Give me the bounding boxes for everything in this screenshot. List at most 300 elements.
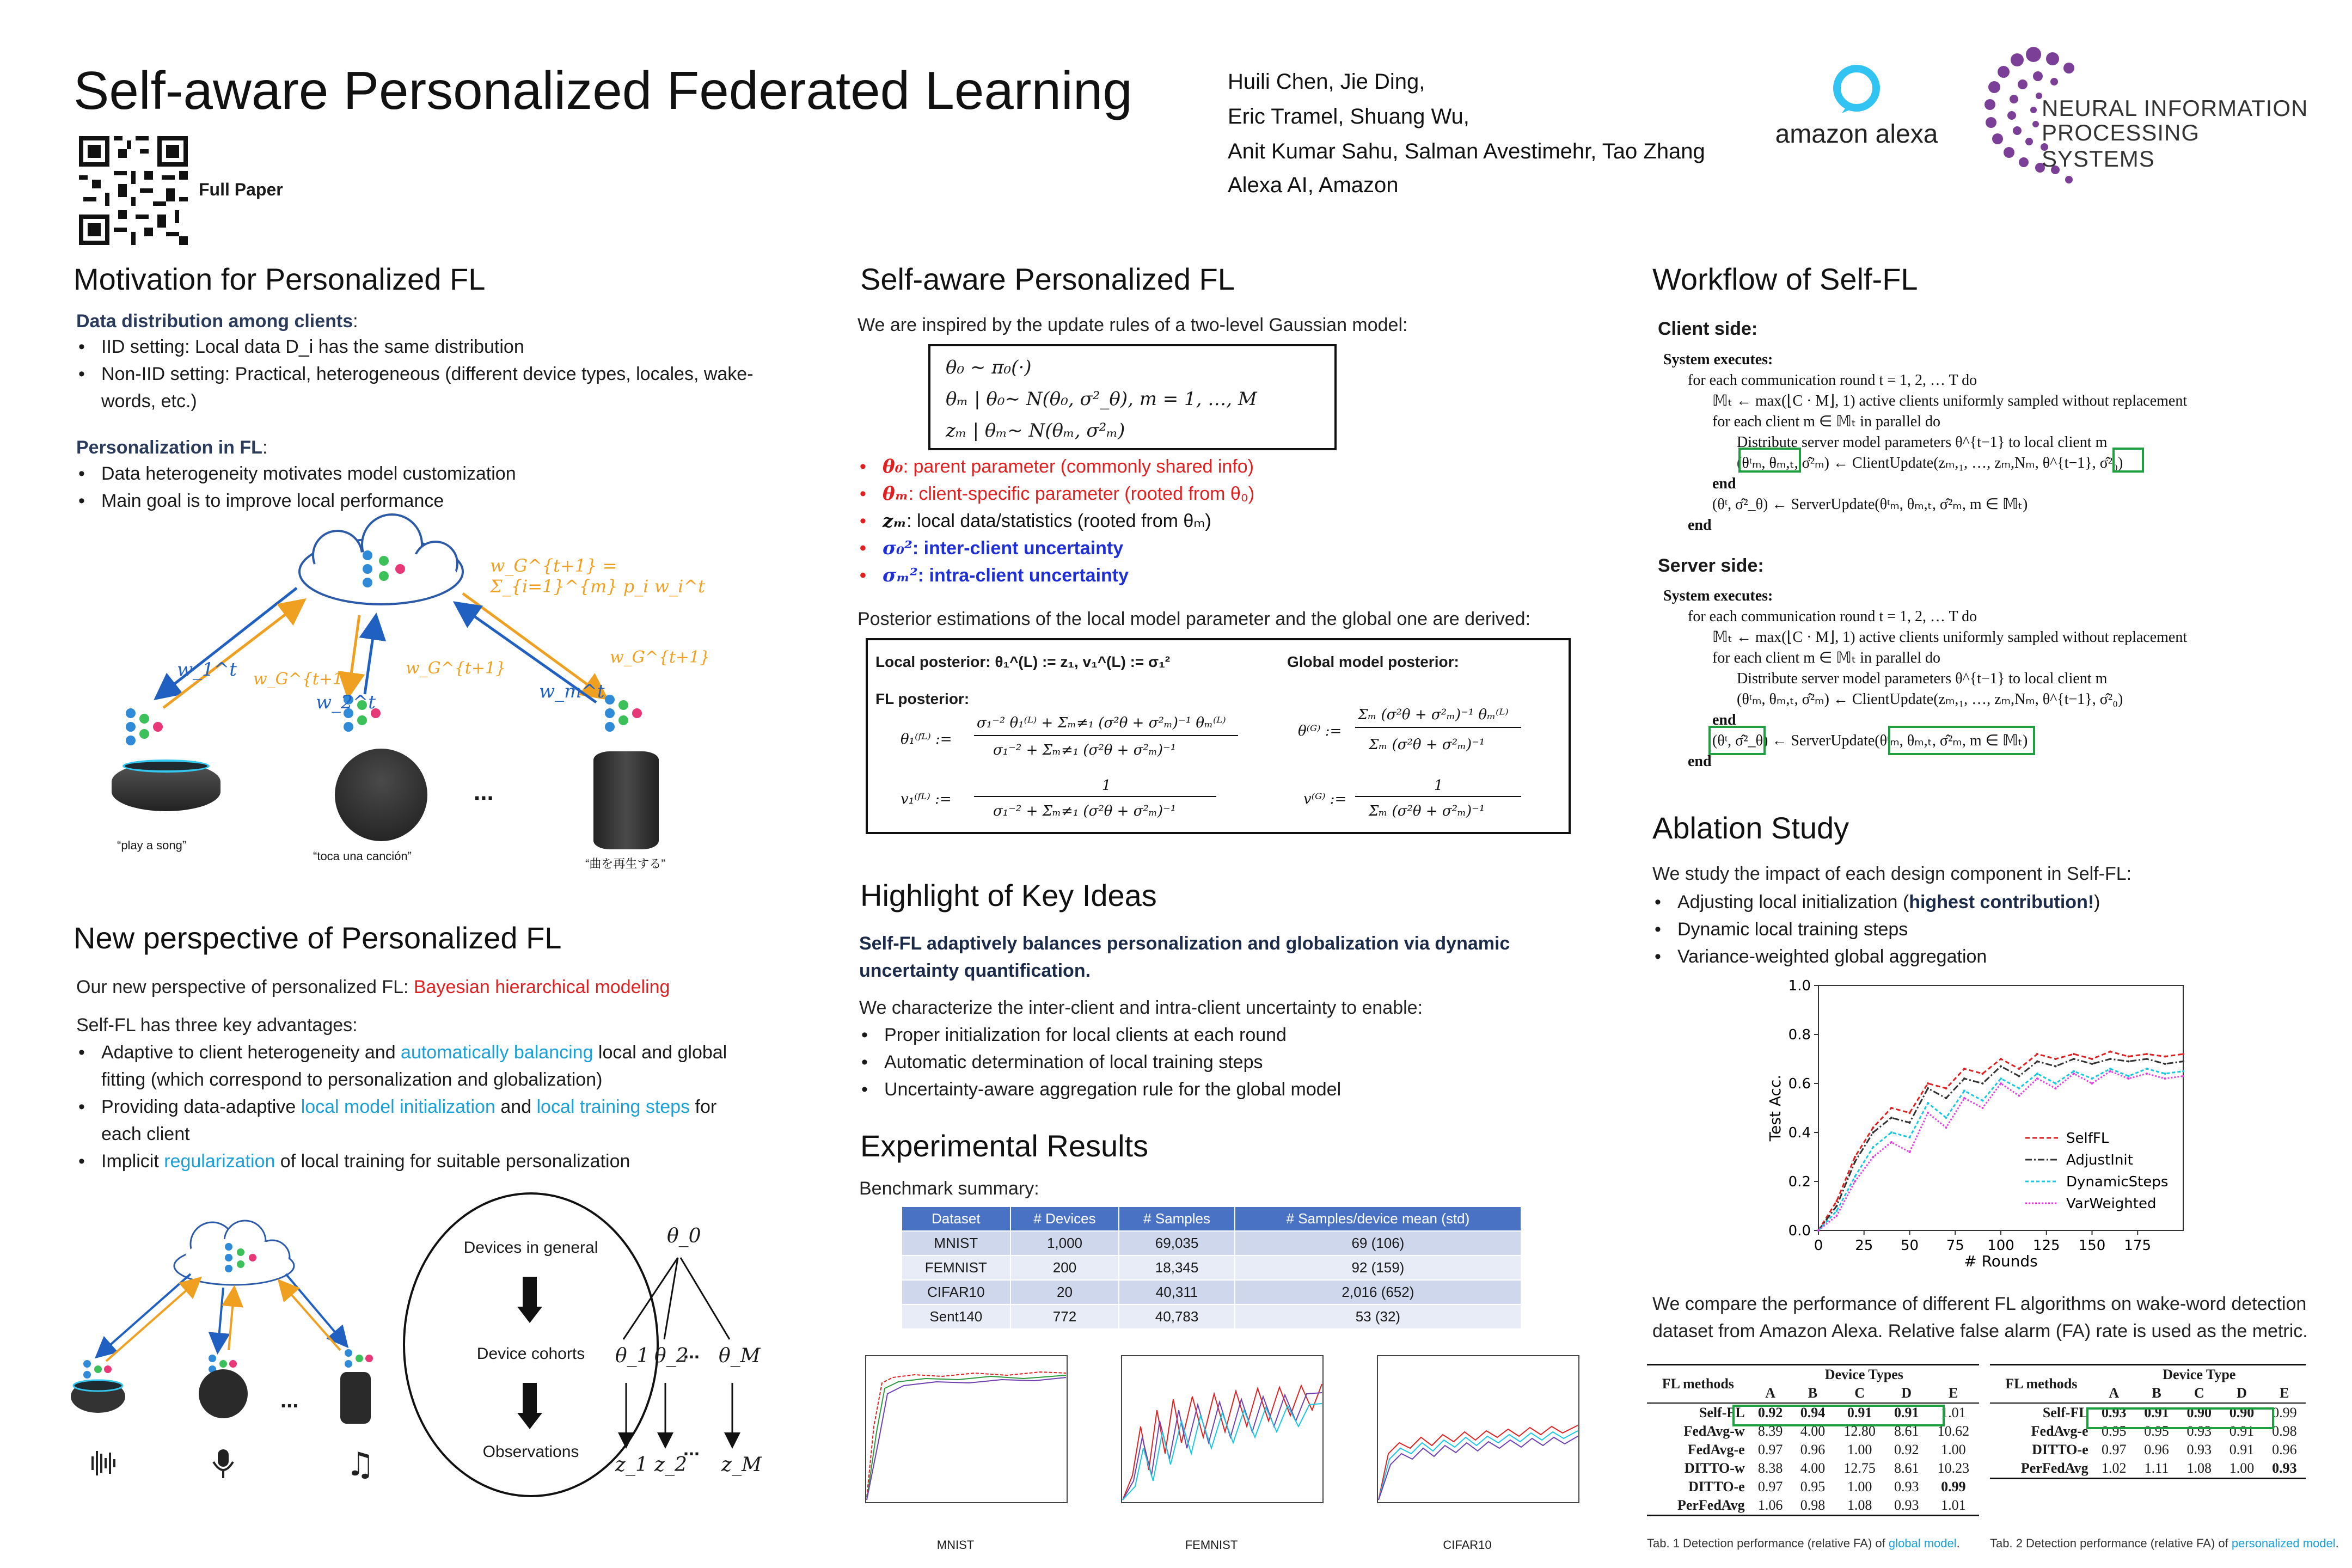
caption-3: “曲を再生する” xyxy=(585,857,665,871)
highlight-box xyxy=(2086,1407,2274,1429)
algo-line: end xyxy=(1712,712,1736,728)
algo-line: 𝕄ₜ ← max(⌊C · M⌋, 1) active clients uniformly sampled without replacement xyxy=(1712,393,2188,409)
waveform-icon xyxy=(93,1451,114,1475)
list-item: • Non-IID setting: Practical, heterogeneous (different device types, locales, wake-words, etc.) xyxy=(76,360,762,415)
list-item xyxy=(857,453,1565,480)
ablation-chart xyxy=(1759,975,2194,1279)
echo-sphere-icon xyxy=(199,1369,248,1418)
data-point xyxy=(2146,1058,2148,1060)
value-cell: 12.80 xyxy=(1843,1423,1876,1439)
text-span: : client-specific parameter (rooted from θ₀) xyxy=(908,483,1255,504)
text-span: . xyxy=(2335,1536,2339,1550)
data-point xyxy=(2146,1053,2148,1055)
chart-caption: CIFAR10 xyxy=(1443,1538,1492,1552)
echo-cylinder-device xyxy=(593,751,659,849)
col-head: D xyxy=(2237,1385,2247,1401)
model-line: θ₀ ∼ π₀(·) xyxy=(946,357,1032,378)
data-point xyxy=(1982,1107,1984,1109)
col-head: D xyxy=(1901,1385,1912,1401)
data-point xyxy=(1890,1141,1892,1143)
legend-label: AdjustInit xyxy=(2066,1152,2133,1168)
text-span: for each client xyxy=(101,1097,717,1144)
algo-line: for each communication round t = 1, 2, … T do xyxy=(1688,372,1977,389)
value-cell: 0.93 xyxy=(1894,1497,1919,1513)
sym: θ₀ xyxy=(883,456,903,477)
table-header: # Samples/device mean (std) xyxy=(1235,1206,1521,1231)
col-head: E xyxy=(1949,1385,1958,1401)
value-cell: 0.97 xyxy=(1757,1479,1783,1494)
experiments-title: Experimental Results xyxy=(860,1129,1149,1163)
col-head: A xyxy=(2109,1385,2120,1401)
data-point xyxy=(2055,1058,2057,1060)
method-cell: DITTO-e xyxy=(1688,1479,1745,1494)
svg-text:σ₁⁻² + Σₘ≠₁ (σ²θ + σ²ₘ)⁻¹: σ₁⁻² + Σₘ≠₁ (σ²θ + σ²ₘ)⁻¹ xyxy=(993,803,1177,819)
svg-text:σ₁⁻² + Σₘ≠₁ (σ²θ + σ²ₘ)⁻¹: σ₁⁻² + Σₘ≠₁ (σ²θ + σ²ₘ)⁻¹ xyxy=(993,742,1177,758)
highlight-box xyxy=(1888,726,2035,755)
data-point xyxy=(1927,1112,1929,1114)
label-w1: w_1^t xyxy=(177,659,237,681)
caption-1: “play a song” xyxy=(117,838,187,852)
cloud-icon xyxy=(299,514,463,604)
value-cell: 0.98 xyxy=(2272,1423,2297,1439)
text-span: ) xyxy=(2094,892,2100,912)
perspective-intro xyxy=(76,973,784,1001)
value-cell: 8.61 xyxy=(1894,1460,1919,1476)
perspective-title: New perspective of Personalized FL xyxy=(74,921,562,955)
data-point xyxy=(2164,1073,2166,1075)
value-cell: 1.01 xyxy=(1941,1405,1966,1420)
x-tick-label: 100 xyxy=(1987,1238,2014,1254)
data-point xyxy=(1890,1131,1892,1134)
compare-text: We compare the performance of different FL algorithms on wake-word detection dataset from Amazon Alexa. Relative false alarm (FA) rate is used as the metric. xyxy=(1652,1294,2308,1342)
value-cell: 4.00 xyxy=(1800,1423,1826,1439)
value-cell: 0.94 xyxy=(1800,1405,1826,1420)
value-cell: 10.62 xyxy=(1937,1423,1970,1439)
list-item: • Uncertainty-aware aggregation rule for the global model xyxy=(859,1076,1567,1103)
data-point xyxy=(2128,1061,2130,1063)
value-cell: 8.38 xyxy=(1757,1460,1783,1476)
data-point xyxy=(2182,1075,2184,1077)
table-row xyxy=(1990,1459,2306,1479)
algo-line: System executes: xyxy=(1663,351,1773,368)
data-point xyxy=(2073,1058,2075,1060)
label-wg3: w_G^{t+1} xyxy=(610,648,710,667)
value-cell: 12.75 xyxy=(1843,1460,1876,1476)
cell: 69,035 xyxy=(1119,1231,1234,1255)
highlight-box xyxy=(1738,448,1801,473)
svg-text:θ⁽ᴳ⁾ :=: θ⁽ᴳ⁾ := xyxy=(1298,723,1342,739)
data-point xyxy=(2128,1056,2130,1058)
data-point xyxy=(1872,1156,1875,1158)
legend-label: SelfFL xyxy=(2066,1130,2109,1147)
data-point xyxy=(2164,1077,2166,1080)
text-span: . xyxy=(1956,1536,1960,1550)
data-point xyxy=(2182,1061,2184,1063)
personalization-list xyxy=(76,460,762,514)
data-point xyxy=(1836,1210,1838,1212)
data-point xyxy=(1890,1117,1892,1119)
ablation-intro: We study the impact of each design component in Self-FL: xyxy=(1652,863,2132,884)
data-point xyxy=(1982,1082,1984,1085)
cell: 772 xyxy=(1010,1304,1119,1329)
data-point xyxy=(1909,1151,1911,1153)
algo-line: (θᵗₘ, θₘ,ₜ, σ̂²ₘ) ← ClientUpdate(zₘ,₁, …, zₘ,Nₘ, θ^{t−1}, σ̂²₀) xyxy=(1737,455,2123,471)
svg-text:Σₘ (σ²θ + σ²ₘ)⁻¹: Σₘ (σ²θ + σ²ₘ)⁻¹ xyxy=(1369,803,1485,819)
algo-line: end xyxy=(1688,517,1712,534)
echo-cylinder-icon xyxy=(340,1372,371,1424)
echo-sphere-device xyxy=(335,749,427,841)
bench-label: Benchmark summary: xyxy=(859,1178,1039,1199)
data-dist-heading: Data distribution among clients: xyxy=(76,311,358,332)
text-span: and xyxy=(495,1097,537,1117)
value-cell: 0.96 xyxy=(1800,1442,1826,1457)
text-span: : inter-client uncertainty xyxy=(912,538,1124,559)
cell: FEMNIST xyxy=(902,1255,1010,1280)
y-tick-label: 0.2 xyxy=(1788,1174,1811,1190)
text-span: Providing data-adaptive xyxy=(101,1097,301,1117)
global-posterior-label: Global model posterior: xyxy=(1287,653,1459,670)
col-head: B xyxy=(1808,1385,1818,1401)
text-span: : parent parameter (commonly shared info) xyxy=(903,456,1254,477)
table-header: # Samples xyxy=(1119,1206,1234,1231)
data-point xyxy=(1909,1122,1911,1124)
mini-chart-cifar10 xyxy=(1345,1345,1590,1557)
value-cell: 0.93 xyxy=(2101,1405,2127,1420)
data-point xyxy=(2128,1075,2130,1077)
benchmark-table xyxy=(901,1206,1522,1330)
data-point xyxy=(2182,1053,2184,1055)
list-item: • Data heterogeneity motivates model customization xyxy=(76,460,762,487)
data-point xyxy=(2018,1087,2020,1089)
data-point xyxy=(2000,1058,2002,1060)
text-span: local model initialization xyxy=(301,1097,495,1117)
data-point xyxy=(2036,1077,2038,1080)
value-cell: 1.00 xyxy=(1847,1479,1872,1494)
tree-dots: ... xyxy=(683,1340,700,1363)
text-span: of local training for suitable personalization xyxy=(275,1151,630,1172)
text-span: Adjusting local initialization ( xyxy=(1677,892,1909,912)
list-item: • Automatic determination of local training steps xyxy=(859,1049,1567,1076)
data-dist-list xyxy=(76,333,762,415)
client-side-label: Client side: xyxy=(1658,318,1758,339)
data-point xyxy=(1872,1146,1875,1148)
algo-line: for each client m ∈ 𝕄ₜ in parallel do xyxy=(1712,413,1940,430)
svg-text:1: 1 xyxy=(1102,777,1111,794)
list-item: • Variance-weighted global aggregation xyxy=(1652,943,2306,970)
algo-line: end xyxy=(1712,475,1736,492)
value-cell: 10.23 xyxy=(1937,1460,1970,1476)
alexa-logo xyxy=(1772,60,1941,152)
row-head: FL methods xyxy=(1662,1376,1734,1392)
method-cell: DITTO-w xyxy=(1684,1460,1745,1476)
agg-formula: w_G^{t+1} = Σ_{i=1}^{m} p_i w_i^t xyxy=(490,555,705,597)
method-cell: FedAvg-e xyxy=(2031,1423,2088,1439)
label-w2: w_2^t xyxy=(316,691,376,713)
posterior-formulas xyxy=(868,640,1573,836)
method-cell: FedAvg-w xyxy=(1683,1423,1745,1439)
data-point xyxy=(2000,1082,2002,1085)
label-wm: w_m^t xyxy=(539,681,605,702)
value-cell: 0.97 xyxy=(1757,1442,1783,1457)
data-point xyxy=(1836,1200,1838,1202)
data-point xyxy=(2055,1082,2057,1085)
data-point xyxy=(1854,1161,1856,1163)
algo-line: (θᵗ, σ̂²_θ) ← ServerUpdate(θᵗₘ, θₘ,ₜ, σ̂²ₘ, m ∈ 𝕄ₜ) xyxy=(1712,496,2028,513)
y-axis-label: Test Acc. xyxy=(1766,1074,1784,1142)
cell: 200 xyxy=(1010,1255,1119,1280)
list-item xyxy=(76,1093,730,1148)
sym: zₘ xyxy=(883,510,907,532)
personalization-heading-text: Personalization in FL xyxy=(76,437,262,458)
col-head: C xyxy=(2194,1385,2204,1401)
data-point xyxy=(1927,1082,1929,1085)
data-point xyxy=(2055,1065,2057,1068)
tree-node: θ_1 xyxy=(615,1345,650,1367)
x-axis-label: # Rounds xyxy=(1964,1252,2038,1270)
value-cell: 1.00 xyxy=(2229,1460,2255,1476)
x-tick-label: 50 xyxy=(1900,1238,1919,1254)
posterior-intro: Posterior estimations of the local model parameter and the global one are derived: xyxy=(857,609,1531,629)
author-list xyxy=(1228,64,1705,169)
algo-line: Distribute server model parameters θ^{t−1} to local client m xyxy=(1737,434,2108,451)
text-span: personalized model xyxy=(2231,1536,2336,1550)
data-point xyxy=(2073,1073,2075,1075)
data-point xyxy=(2018,1068,2020,1070)
cloud-icon xyxy=(174,1221,294,1285)
alexa-wordmark: amazon alexa xyxy=(1775,120,1938,149)
selfaware-title: Self-aware Personalized FL xyxy=(860,262,1235,296)
table-row xyxy=(902,1231,1521,1255)
value-cell: 0.91 xyxy=(2229,1423,2255,1439)
text-span: highest contribution! xyxy=(1909,892,2094,912)
text-span: Tab. 2 Detection performance (relative FA) of xyxy=(1990,1536,2232,1550)
list-item: • Main goal is to improve local performance xyxy=(76,487,762,514)
svg-text:Σₘ (σ²θ + σ²ₘ)⁻¹ θₘ⁽ᴸ⁾: Σₘ (σ²θ + σ²ₘ)⁻¹ θₘ⁽ᴸ⁾ xyxy=(1358,707,1509,723)
y-tick-label: 0.0 xyxy=(1788,1223,1811,1239)
value-cell: 1.06 xyxy=(1757,1497,1783,1513)
value-cell: 0.98 xyxy=(1800,1497,1826,1513)
data-point xyxy=(2091,1082,2093,1085)
legend-label: DynamicSteps xyxy=(2066,1174,2169,1190)
value-cell: 4.00 xyxy=(1800,1460,1826,1476)
full-paper-link[interactable]: Full Paper xyxy=(199,180,283,199)
sym: σₘ² xyxy=(883,565,918,586)
data-point xyxy=(2073,1053,2075,1055)
value-cell: 0.96 xyxy=(2144,1442,2169,1457)
ablation-list xyxy=(1652,889,2306,970)
svg-text:v⁽ᴳ⁾ :=: v⁽ᴳ⁾ := xyxy=(1303,791,1347,807)
text-span: Implicit xyxy=(101,1151,164,1172)
data-point xyxy=(2109,1068,2111,1070)
list-item xyxy=(76,1148,730,1175)
data-point xyxy=(1963,1090,1965,1092)
tree-dots: ... xyxy=(683,1437,700,1460)
gaussian-model-box xyxy=(928,344,1337,450)
svg-text:1: 1 xyxy=(1434,777,1443,794)
neurips-logo xyxy=(1979,44,2317,196)
data-point xyxy=(2182,1070,2184,1073)
highlight-box xyxy=(1708,726,1766,755)
value-cell: 0.91 xyxy=(2144,1405,2169,1420)
algo-line: System executes: xyxy=(1663,587,1773,604)
method-cell: PerFedAvg xyxy=(1677,1497,1745,1513)
cell: MNIST xyxy=(902,1231,1010,1255)
text-span: Tab. 1 Detection performance (relative FA) of xyxy=(1647,1536,1889,1550)
data-point xyxy=(1872,1131,1875,1134)
neurips-text-1: NEURAL INFORMATION xyxy=(2042,95,2308,121)
down-arrow-head-icon xyxy=(517,1413,542,1429)
x-tick-label: 150 xyxy=(2078,1238,2106,1254)
qr-code[interactable] xyxy=(79,136,188,245)
parameter-tree xyxy=(604,1225,768,1497)
method-cell: FedAvg-e xyxy=(1687,1442,1745,1457)
table-row xyxy=(1647,1478,1979,1496)
tree-leaf: z_2 xyxy=(654,1454,687,1476)
data-point xyxy=(2109,1051,2111,1053)
param-list xyxy=(857,453,1565,589)
list-item xyxy=(1652,889,2306,916)
cell: 2,016 (652) xyxy=(1235,1280,1521,1304)
data-point xyxy=(1854,1175,1856,1178)
value-cell: 0.93 xyxy=(2272,1460,2297,1476)
algo-line: end xyxy=(1688,753,1712,770)
value-cell: 0.91 xyxy=(1847,1405,1872,1420)
tree-root: θ_0 xyxy=(667,1225,701,1247)
data-point xyxy=(2146,1068,2148,1070)
algo-line: (θᵗₘ, θₘ,ₜ, σ̂²ₘ) ← ClientUpdate(zₘ,₁, …, zₘ,Nₘ, θ^{t−1}, σ̂²₀) xyxy=(1737,691,2123,708)
data-point xyxy=(2036,1061,2038,1063)
intro-red: Bayesian hierarchical modeling xyxy=(413,977,670,997)
list-item: • Proper initialization for local clients at each round xyxy=(859,1021,1567,1049)
data-point xyxy=(2036,1073,2038,1075)
data-point xyxy=(2000,1065,2002,1068)
data-point xyxy=(2091,1077,2093,1080)
data-point xyxy=(1982,1100,1984,1102)
value-cell: 0.93 xyxy=(2186,1442,2212,1457)
value-cell: 1.02 xyxy=(2101,1460,2127,1476)
table1-caption xyxy=(1647,1536,1960,1551)
table-row xyxy=(902,1304,1521,1329)
intro-prefix: Our new perspective of personalized FL: xyxy=(76,977,414,997)
table-row xyxy=(1647,1441,1979,1459)
data-point xyxy=(2164,1063,2166,1065)
col-head: E xyxy=(2280,1385,2289,1401)
list-item xyxy=(857,480,1565,507)
table-row xyxy=(902,1255,1521,1280)
data-point xyxy=(2109,1070,2111,1073)
data-point xyxy=(1854,1156,1856,1158)
data-point xyxy=(2146,1073,2148,1075)
data-point xyxy=(1854,1180,1856,1183)
table-row xyxy=(1647,1459,1979,1478)
local-posterior: Local posterior: θ₁^(L) := z₁, v₁^(L) := σ₁² xyxy=(875,653,1171,670)
text-span: regularization xyxy=(164,1151,275,1172)
chart-caption: MNIST xyxy=(936,1538,975,1552)
list-item: • IID setting: Local data D_i has the same distribution xyxy=(76,333,762,360)
data-point xyxy=(1963,1077,1965,1080)
y-tick-label: 0.6 xyxy=(1788,1076,1811,1092)
x-tick-label: 175 xyxy=(2124,1238,2152,1254)
model-line: zₘ | θₘ∼ N(θₘ, σ²ₘ) xyxy=(946,420,1125,442)
value-cell: 0.93 xyxy=(2186,1423,2212,1439)
data-point xyxy=(2128,1077,2130,1080)
ablation-chart-svg xyxy=(1759,975,2194,1279)
value-cell: 0.90 xyxy=(2186,1405,2212,1420)
cell: 20 xyxy=(1010,1280,1119,1304)
x-tick-label: 75 xyxy=(1946,1238,1964,1254)
table-row xyxy=(902,1280,1521,1304)
text-span: : local data/statistics (rooted from θₘ) xyxy=(906,511,1211,531)
text-span: global model xyxy=(1888,1536,1957,1550)
data-point xyxy=(2018,1095,2020,1097)
y-tick-label: 0.8 xyxy=(1788,1027,1811,1043)
value-cell: 1.01 xyxy=(1941,1497,1966,1513)
list-item xyxy=(76,1039,730,1093)
advantages-list xyxy=(76,1039,730,1175)
cell: 92 (159) xyxy=(1235,1255,1521,1280)
text-span: local training steps xyxy=(536,1097,690,1117)
data-point xyxy=(1927,1087,1929,1089)
data-point xyxy=(2073,1070,2075,1073)
sym: θₘ xyxy=(883,483,909,505)
fl-diagram xyxy=(87,512,740,882)
cell: 1,000 xyxy=(1010,1231,1119,1255)
svg-text:Σₘ (σ²θ + σ²ₘ)⁻¹: Σₘ (σ²θ + σ²ₘ)⁻¹ xyxy=(1369,737,1485,753)
value-cell: 1.00 xyxy=(1847,1442,1872,1457)
y-tick-label: 1.0 xyxy=(1788,978,1811,994)
table-header: Dataset xyxy=(902,1206,1010,1231)
dots-label: ... xyxy=(280,1388,299,1412)
tree-leaf: z_M xyxy=(721,1454,762,1476)
algo-line: for each communication round t = 1, 2, … T do xyxy=(1688,608,1977,625)
value-cell: 8.39 xyxy=(1757,1423,1783,1439)
cell: 53 (32) xyxy=(1235,1304,1521,1329)
value-cell: 1.08 xyxy=(2186,1460,2212,1476)
algo-line: Distribute server model parameters θ^{t−1} to local client m xyxy=(1737,670,2108,687)
data-point xyxy=(1927,1102,1929,1104)
mini-chart-mnist xyxy=(833,1345,1078,1557)
down-arrow-head-icon xyxy=(517,1307,542,1323)
col-head: A xyxy=(1765,1385,1775,1401)
method-cell: DITTO-e xyxy=(2032,1442,2088,1457)
data-point xyxy=(1945,1126,1947,1129)
value-cell: 0.95 xyxy=(1800,1479,1826,1494)
value-cell: 0.99 xyxy=(2272,1405,2297,1420)
text-span: : intra-client uncertainty xyxy=(917,565,1129,586)
algo-line: (θᵗ, σ̂²_θ) ← ServerUpdate(θᵗₘ, θₘ,ₜ, σ̂²ₘ, m ∈ 𝕄ₜ) xyxy=(1712,732,2028,749)
tree-node: θ_2 xyxy=(654,1345,689,1367)
data-point xyxy=(2000,1077,2002,1080)
label-wg2: w_G^{t+1} xyxy=(406,659,506,678)
col-head: B xyxy=(2152,1385,2161,1401)
posterior-box xyxy=(866,638,1571,834)
down-arrow-icon xyxy=(523,1277,537,1309)
algo-line: 𝕄ₜ ← max(⌊C · M⌋, 1) active clients uniformly sampled without replacement xyxy=(1712,629,2188,646)
data-point xyxy=(2018,1075,2020,1077)
method-cell: PerFedAvg xyxy=(2020,1460,2088,1476)
echo-dot-light xyxy=(122,759,210,773)
ellipse-label-1: Devices in general xyxy=(463,1239,598,1257)
affiliation: Alexa AI, Amazon xyxy=(1228,173,1399,197)
svg-text:v₁⁽ᶠᴸ⁾ :=: v₁⁽ᶠᴸ⁾ := xyxy=(901,791,952,807)
list-item xyxy=(857,507,1565,535)
advantages-heading: Self-FL has three key advantages: xyxy=(76,1015,358,1036)
value-cell: 1.11 xyxy=(2144,1460,2169,1476)
sym: σ₀² xyxy=(883,537,912,559)
highlight-title: Highlight of Key Ideas xyxy=(860,878,1157,912)
neurips-text-2: PROCESSING SYSTEMS xyxy=(2042,120,2200,171)
value-cell: 0.90 xyxy=(2229,1405,2255,1420)
